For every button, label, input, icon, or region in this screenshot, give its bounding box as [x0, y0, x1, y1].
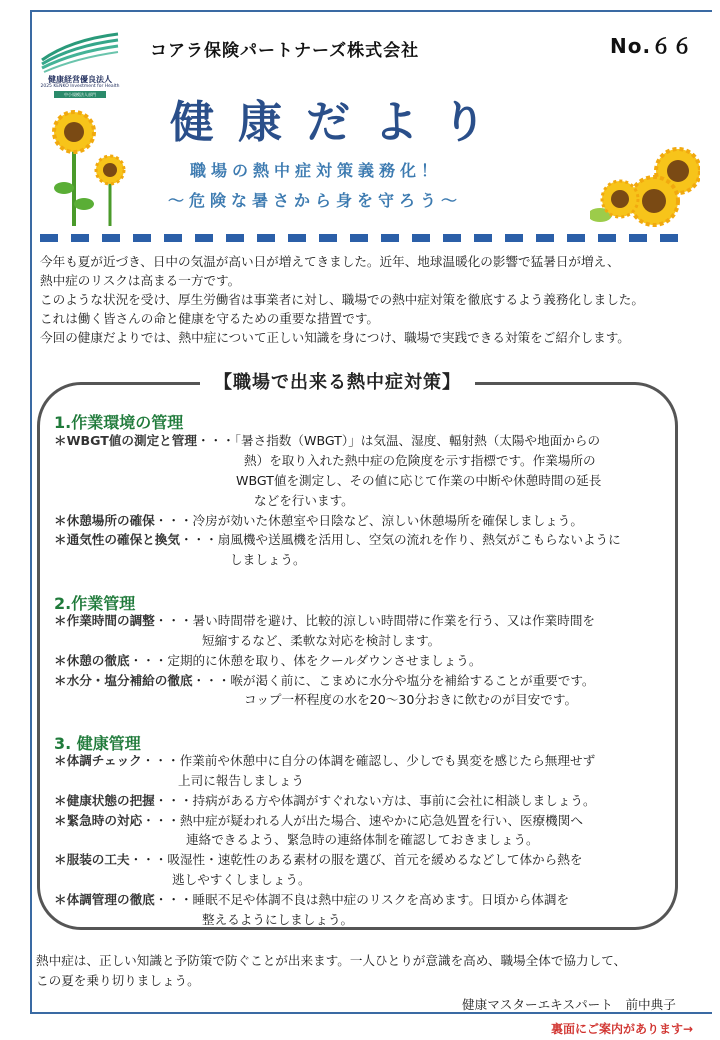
wave-logo-icon [40, 30, 120, 74]
issue-number: No.６６ [610, 34, 694, 58]
subtitle-sub: ～危険な暑さから身を守ろう～ [168, 191, 463, 210]
measure-item: ＊緊急時の対応・・・熱中症が疑われる人が出た場合、速やかに応急処置を行い、医療機関へ [54, 813, 583, 828]
dashed-divider [40, 234, 690, 242]
section-title-1: 1.作業環境の管理 [54, 413, 184, 432]
kenko-logo [40, 30, 120, 100]
intro-line: 熱中症のリスクは高まる一方です。 [40, 273, 241, 288]
measure-item: ＊作業時間の調整・・・暑い時間帯を避け、比較的涼しい時間帯に作業を行う、又は作業時間を [54, 613, 596, 628]
measure-line: 熱）を取り入れた熱中症の危険度を示す指標です。作業場所の [244, 453, 596, 468]
intro-line: これは働く皆さんの命と健康を守るための重要な措置です。 [40, 311, 380, 326]
closing-line: この夏を乗り切りましょう。 [36, 973, 200, 988]
measure-line: などを行います。 [254, 493, 354, 508]
measure-line: 逃しやすくしましょう。 [172, 872, 311, 887]
section-title-3: 3. 健康管理 [54, 734, 141, 753]
measure-item: ＊休憩の徹底・・・定期的に休憩を取り、体をクールダウンさせましょう。 [54, 653, 482, 668]
measure-line: 整えるようにしましょう。 [202, 912, 354, 927]
measure-item: ＊体調管理の徹底・・・睡眠不足や体調不良は熱中症のリスクを高めます。日頃から体調を [54, 892, 570, 907]
measure-line: 短縮するなど、柔軟な対応を検討します。 [202, 633, 441, 648]
back-page-note: 裏面にご案内があります→ [551, 1022, 694, 1036]
subtitle-main: 職場の熱中症対策義務化！ [190, 161, 443, 180]
intro-line: このような状況を受け、厚生労働省は事業者に対し、職場での熱中症対策を徹底するよう義務化しました。 [40, 292, 644, 307]
measure-item: ＊体調チェック・・・作業前や休憩中に自分の体調を確認し、少しでも異変を感じたら無理せず [54, 753, 596, 768]
box-heading: 【職場で出来る熱中症対策】 [200, 368, 475, 394]
intro-line: 今年も夏が近づき、日中の気温が高い日が増えてきました。近年、地球温暖化の影響で猛暑日が増え、 [40, 254, 620, 269]
logo-brand: 健康経営優良法人 [48, 75, 112, 84]
sunflower-right-icon [590, 145, 700, 230]
measure-line: しましょう。 [230, 552, 306, 567]
intro-text [40, 252, 700, 347]
measure-item: ＊健康状態の把握・・・持病がある方や体調がすぐれない方は、事前に会社に相談しましょう。 [54, 793, 596, 808]
author-signature: 健康マスターエキスパート 前中典子 [462, 997, 676, 1012]
measure-item: ＊WBGT値の測定と管理・・・「暑さ指数（WBGT）」は気温、湿度、輻射熱（太陽や地面からの [54, 433, 601, 448]
sunflower-left-icon [50, 108, 130, 228]
measure-item: ＊通気性の確保と換気・・・扇風機や送風機を活用し、空気の流れを作り、熱気がこもらないように [54, 532, 621, 547]
section-title-2: 2.作業管理 [54, 594, 136, 613]
measure-item: ＊水分・塩分補給の徹底・・・喉が渇く前に、こまめに水分や塩分を補給することが重要です。 [54, 673, 595, 688]
logo-badge: 中小規模法人部門 [54, 91, 106, 98]
page-title: 健康だより [170, 97, 510, 148]
measure-line: 連絡できるよう、緊急時の連絡体制を確認しておきましょう。 [186, 832, 539, 847]
measure-item: ＊休憩場所の確保・・・冷房が効いた休憩室や日陰など、涼しい休憩場所を確保しましょう。 [54, 513, 583, 528]
measure-line: コップ一杯程度の水を20～30分おきに飲むのが目安です。 [244, 692, 578, 707]
logo-sub: 2025 KENKO Investment for Health [40, 84, 120, 89]
intro-line: 今回の健康だよりでは、熱中症について正しい知識を身につけ、職場で実践できる対策をご紹介します。 [40, 330, 630, 345]
closing-line: 熱中症は、正しい知識と予防策で防ぐことが出来ます。一人ひとりが意識を高め、職場全体で協力して、 [36, 953, 627, 968]
measure-line: 上司に報告しましょう [178, 773, 304, 788]
measure-line: WBGT値を測定し、その値に応じて作業の中断や休憩時間の延長 [236, 473, 602, 488]
measure-item: ＊服装の工夫・・・吸湿性・速乾性のある素材の服を選び、首元を緩めるなどして体から熱を [54, 852, 583, 867]
company-name: コアラ保険パートナーズ株式会社 [150, 41, 420, 61]
